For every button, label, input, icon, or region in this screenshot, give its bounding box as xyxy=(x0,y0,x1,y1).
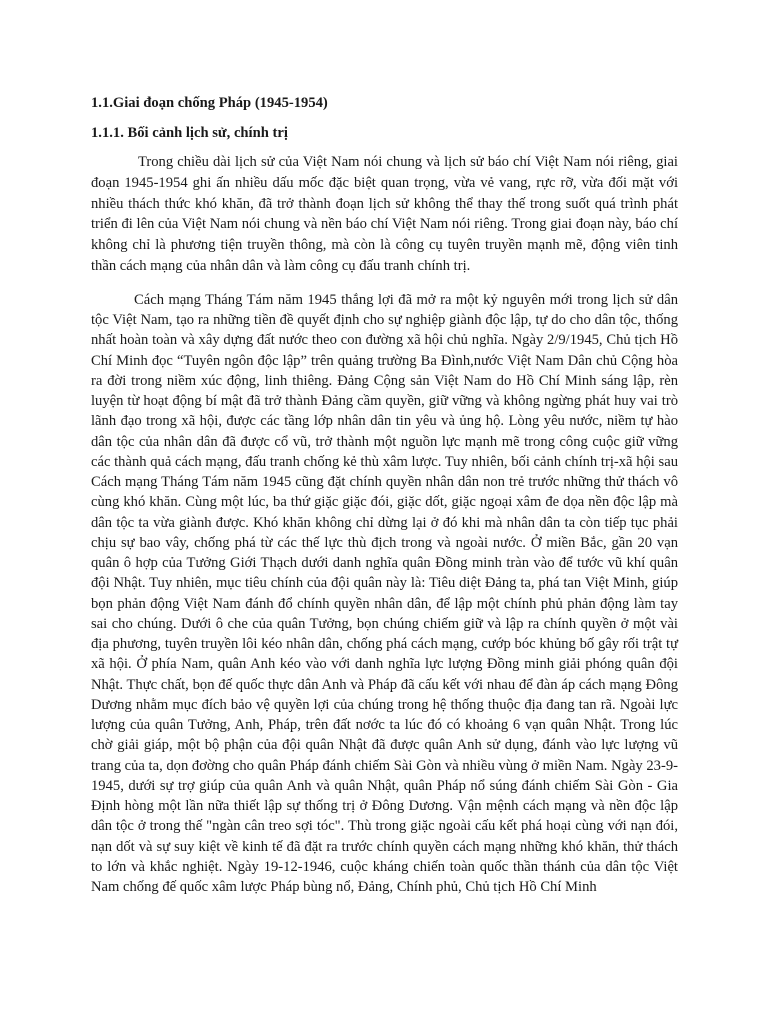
subsection-title: 1.1.1. Bối cảnh lịch sử, chính trị xyxy=(91,125,288,141)
section-title: 1.1.Giai đoạn chống Pháp (1945-1954) xyxy=(91,95,328,111)
document-page xyxy=(91,94,678,910)
paragraph-intro: Trong chiều dài lịch sử của Việt Nam nói chung và lịch sử báo chí Việt Nam nói riêng, giai đoạn 1945-1954 ghi ấn nhiều dấu mốc đặc biệt quan trọng, vừa vẻ vang, rực rỡ, vừa đối mặt với nhiều thách thức khó khăn, đã trở thành đoạn lịch sử không thể thay thế trong suốt quá trình phát triển đi lên của Việt Nam nói chung và nền báo chí Việt Nam nói riêng. Trong giai đoạn này, báo chí không chỉ là phương tiện truyền thông, mà còn là công cụ tuyên truyền mạnh mẽ, động viên tinh thần cách mạng của nhân dân và làm công cụ đấu tranh chính trị. xyxy=(91,154,678,274)
paragraph-revolution: Cách mạng Tháng Tám năm 1945 thắng lợi đã mở ra một kỷ nguyên mới trong lịch sử dân tộc Việt Nam, tạo ra những tiền đề quyết định cho sự nghiệp giành độc lập, tự do cho dân tộc, thống nhất hoàn toàn và xây dựng đất nước theo con đường xã hội chủ nghĩa. Ngày 2/9/1945, Chủ tịch Hồ Chí Minh đọc “Tuyên ngôn độc lập” trên quảng trường Ba Đình,nước Việt Nam Dân chủ Cộng hòa ra đời trong niềm xúc động, linh thiêng. Đảng Cộng sản Việt Nam do Hồ Chí Minh sáng lập, rèn luyện từ hoạt động bí mật đã trở thành Đảng cầm quyền, giữ vững và không ngừng phát huy vai trò lãnh đạo trong xã hội, được các tầng lớp nhân dân tin yêu và ủng hộ. Lòng yêu nước, niềm tự hào dân tộc của nhân dân đã được cổ vũ, trở thành một nguồn lực mạnh mẽ trong công cuộc giữ vững các thành quả cách mạng, đấu tranh chống kẻ thù xâm lược. Tuy nhiên, bối cảnh chính trị-xã hội sau Cách mạng Tháng Tám năm 1945 cũng đặt chính quyền nhân dân non trẻ trước những thử thách vô cùng khó khăn. Cùng một lúc, ba thứ giặc giặc đói, giặc dốt, giặc ngoại xâm đe dọa nền độc lập mà dân tộc ta vừa giành được. Khó khăn không chỉ dừng lại ở đó khi mà nhân dân ta còn tiếp tục phải chịu sự bao vây, chống phá từ các thế lực thù địch trong và ngoài nước. Ở miền Bắc, gần 20 vạn quân ô hợp của Tưởng Giới Thạch dưới danh nghĩa quân Đồng minh tràn vào để tước vũ khí quân đội Nhật. Tuy nhiên, mục tiêu chính của đội quân này là: Tiêu diệt Đảng ta, phá tan Việt Minh, giúp bọn phản động Việt Nam đánh đổ chính quyền nhân dân, để lập một chính phủ phản động làm tay sai cho chúng. Dưới ô che của quân Tưởng, bọn chúng chiếm giữ và lập ra chính quyền ở một vài địa phương, tuyên truyền lôi kéo nhân dân, chống phá cách mạng, cướp bóc khủng bố gây rối trật tự xã hội. Ở phía Nam, quân Anh kéo vào với danh nghĩa lực lượng Đồng minh giải phóng quân đội Nhật. Thực chất, bọn đế quốc thực dân Anh và Pháp đã cấu kết với nhau để đàn áp cách mạng Đông Dương nhằm mục đích bảo vệ quyền lợi của chúng trong hệ thống thuộc địa đang tan rã. Ngoài lực lượng của quân Tưởng, Anh, Pháp, trên đất nơớc ta lúc đó có khoảng 6 vạn quân Nhật. Trong lúc chờ giải giáp, một bộ phận của đội quân Nhật đã được quân Anh sử dụng, đánh vào lực lượng vũ trang của ta, dọn đơờng cho quân Pháp đánh chiếm Sài Gòn và nhiều vùng ở miền Nam. Ngày 23-9-1945, dưới sự trợ giúp của quân Anh và quân Nhật, quân Pháp nổ súng đánh chiếm Sài Gòn - Gia Định hòng một lần nữa thiết lập sự thống trị ở Đông Dương. Vận mệnh cách mạng và nền độc lập dân tộc ở trong thế "ngàn cân treo sợi tóc". Thù trong giặc ngoài cấu kết phá hoại cùng với nạn đói, nạn dốt và sự suy kiệt về kinh tế đã đặt ra trước chính quyền cách mạng những khó khăn, thử thách to lớn và khắc nghiệt. Ngày 19-12-1946, cuộc kháng chiến toàn quốc thần thánh của dân tộc Việt Nam chống đế quốc xâm lược Pháp bùng nổ, Đảng, Chính phủ, Chủ tịch Hồ Chí Minh xyxy=(91,291,678,896)
